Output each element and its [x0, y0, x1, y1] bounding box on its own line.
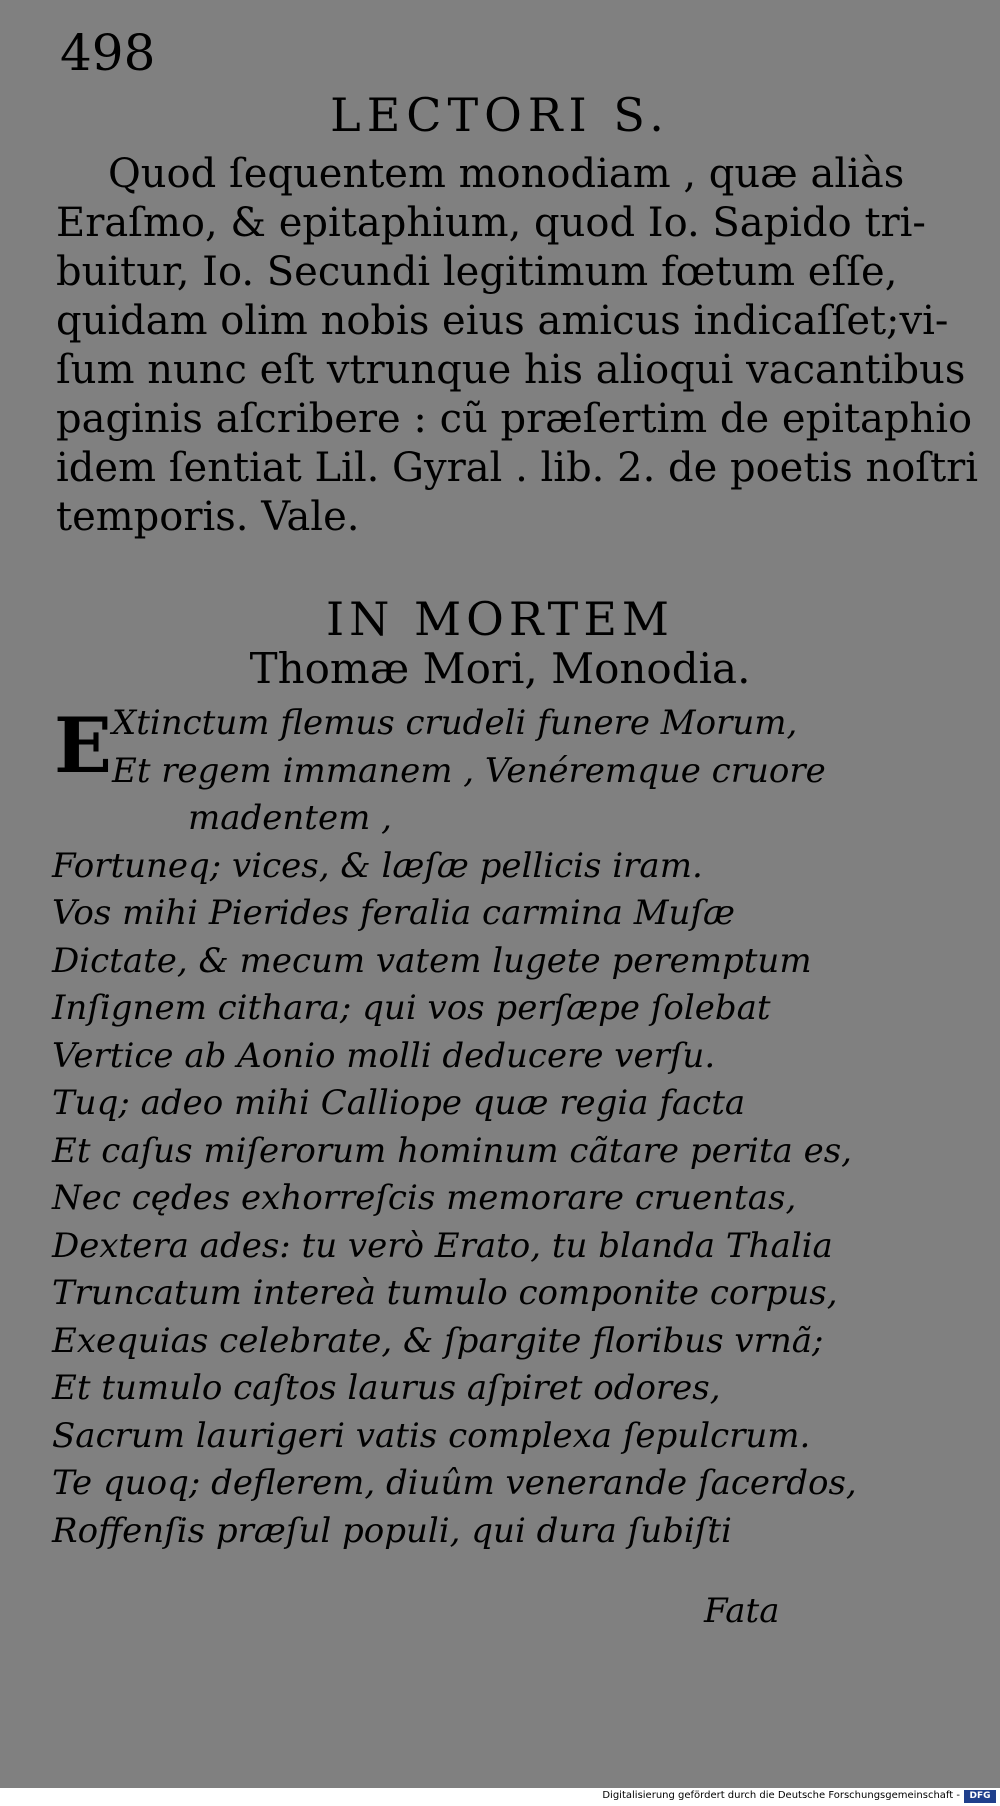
prose-line: ſum nunc eſt vtrunque his alioqui vacantibus [56, 347, 966, 393]
poem-line: Exequias celebrate, & ſpargite floribus vrnã; [52, 1320, 824, 1361]
poem-line: Roffenſis præſul populi, qui dura ſubiſti [52, 1510, 732, 1551]
poem-line: Te quoq; deflerem, diuûm venerande ſacerdos, [52, 1463, 857, 1503]
poem-line: Sacrum laurigeri vatis complexa ſepulcrum. [52, 1415, 811, 1456]
poem-line: Inſignem cithara; qui vos perſæpe ſolebat [52, 988, 771, 1028]
prose-line: Eraſmo, & epitaphium, quod Io. Sapido tri- [56, 200, 926, 246]
prose-line: buitur, Io. Secundi legitimum fœtum eſſe, [56, 249, 898, 295]
poem-line: Dextera ades: tu verò Erato, tu blanda Thalia [52, 1225, 833, 1266]
poem-subtitle: Thomæ Mori, Monodia. [249, 644, 751, 693]
heading-lectori: LECTORI S. [330, 88, 670, 142]
prose-line: idem ſentiat Lil. Gyral . lib. 2. de poetis noſtri [56, 445, 979, 491]
catchword: Fata [704, 1591, 780, 1631]
drop-cap: E [54, 701, 112, 790]
poem-line: Fortuneq; vices, & læſæ pellicis iram. [52, 845, 703, 886]
prose-block [56, 150, 979, 542]
poem-line: Vos mihi Pierides feralia carmina Muſæ [52, 893, 735, 933]
footer-credit: Digitalisierung gefördert durch die Deutsche Forschungsgemeinschaft - [602, 1790, 960, 1801]
poem-line: Truncatum intereà tumulo componite corpus, [52, 1273, 838, 1313]
poem-line: Vertice ab Aonio molli deducere verſu. [52, 1035, 716, 1076]
prose-line: Quod ſequentem monodiam , quæ aliàs [108, 151, 905, 197]
poem-line: Nec cędes exhorreſcis memorare cruentas, [52, 1178, 797, 1218]
prose-line: paginis aſcribere : cũ præſertim de epitaphio [56, 396, 973, 442]
poem-line: Tuq; adeo mihi Calliope quæ regia facta [52, 1083, 746, 1123]
footer-bar [0, 1788, 1000, 1806]
poem-line: Et regem immanem , Venéremque cruore [112, 750, 826, 791]
page-number: 498 [60, 24, 156, 82]
poem-title: IN MORTEM [325, 592, 675, 646]
poem-line: Dictate, & mecum vatem lugete peremptum [52, 940, 812, 981]
poem-line: madentem , [188, 798, 392, 838]
poem-block [52, 700, 932, 1555]
poem-line: Et caſus miſerorum hominum cãtare perita es, [52, 1130, 852, 1171]
prose-line: quidam olim nobis eius amicus indicaſſet;vi- [56, 298, 949, 344]
poem-line: Et tumulo caſtos laurus aſpiret odores, [52, 1368, 721, 1408]
poem-line: Xtinctum flemus crudeli funere Morum, [112, 703, 798, 743]
dfg-logo: DFG [964, 1790, 996, 1803]
prose-line: temporis. Vale. [56, 494, 360, 540]
